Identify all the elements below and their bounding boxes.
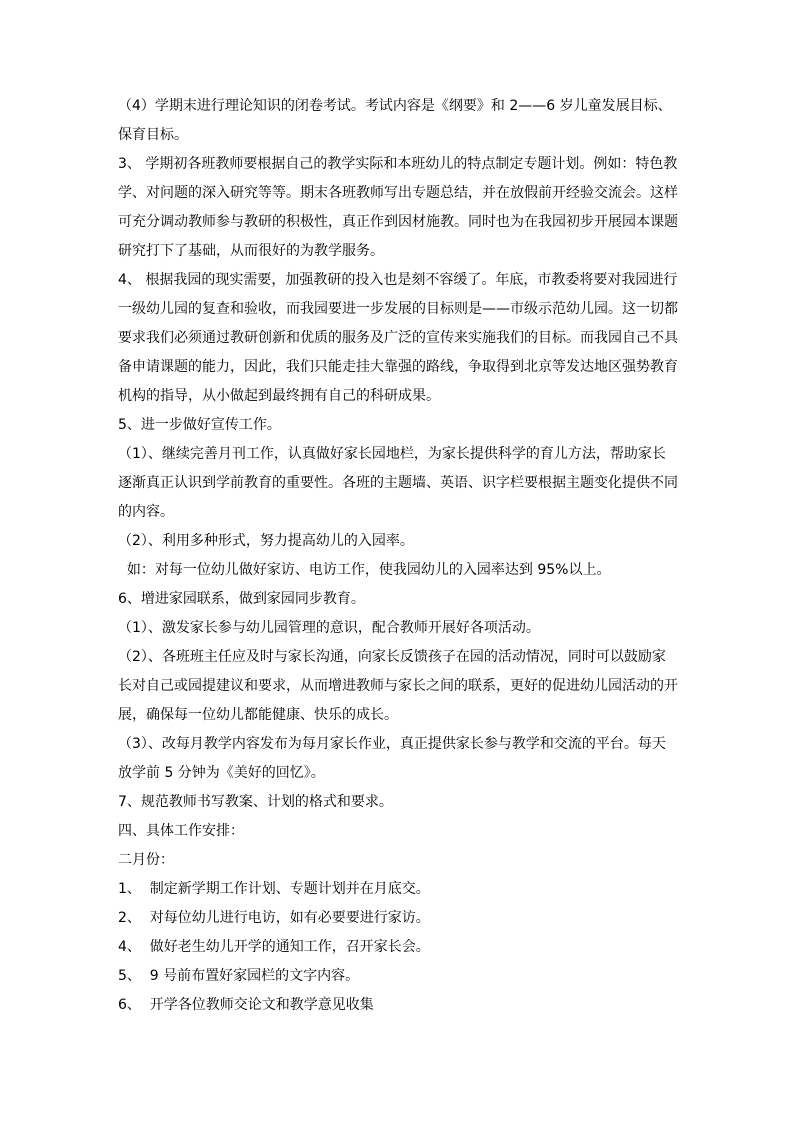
paragraph-topic-plan: 3、 学期初各班教师要根据自己的教学实际和本班幼儿的特点制定专题计划。例如：特色教学、对问题的深入研究等等。期末各班教师写出专题总结，并在放假前开经验交流会。这样可充分调动教师参与教研的积极性，真正作到因材施教。同时也为在我园初步开展园本课题研究打下了基础，从而很好的为教学服务。 [118, 156, 678, 259]
paragraph-home-visit: 如：对每一位幼儿做好家访、电访工作，使我园幼儿的入园率达到 95%以上。 [118, 562, 611, 578]
paragraph-research: 4、 根据我园的现实需要，加强教研的投入也是刻不容缓了。年底，市教委将要对我园进行一级幼儿园的复查和验收，而我园要进一步发展的目标则是——市级示范幼儿园。这一切都要求我们必须通过教研创新和优质的服务及广泛的宣传来实施我们的目标。而我园自己不具备申请课题的能力，因此，我们只能走挂大靠强的路线，争取得到北京等发达地区强势教育机构的指导，从小做起到最终拥有自己的科研成果。 [118, 272, 678, 404]
heading-schedule: 四、具体工作安排： [118, 823, 244, 839]
heading-february: 二月份： [118, 852, 174, 868]
paragraph-enrollment: （2）、利用多种形式，努力提高幼儿的入园率。 [118, 533, 414, 549]
list-item: 5、 9 号前布置好家园栏的文字内容。 [118, 968, 360, 984]
paragraph-homework: （3）、改每月教学内容发布为每月家长作业，真正提供家长参与教学和交流的平台。每天放学前 5 分钟为《美好的回忆》。 [118, 736, 666, 781]
list-item: 4、 做好老生幼儿开学的通知工作，召开家长会。 [118, 939, 430, 955]
heading-home-school: 6、增进家园联系，做到家园同步教育。 [118, 591, 365, 607]
paragraph-parent-participation: （1）、激发家长参与幼儿园管理的意识，配合教师开展好各项活动。 [118, 620, 540, 636]
paragraph-teacher-communication: （2）、各班班主任应及时与家长沟通，向家长反馈孩子在园的活动情况，同时可以鼓励家长对自己或园提建议和要求，从而增进教师与家长之间的联系，更好的促进幼儿园活动的开展，确保每一位幼儿都能健康、快乐的成长。 [118, 649, 678, 723]
list-item: 6、 开学各位教师交论文和教学意见收集 [118, 997, 374, 1013]
paragraph-exam: （4）学期末进行理论知识的闭卷考试。考试内容是《纲要》和 2——6 岁儿童发展目标、保育目标。 [118, 98, 672, 143]
paragraph-monthly: （1）、继续完善月刊工作，认真做好家长园地栏，为家长提供科学的育儿方法，帮助家长逐渐真正认识到学前教育的重要性。各班的主题墙、英语、识字栏要根据主题变化提供不同的内容。 [118, 446, 678, 520]
heading-publicity: 5、进一步做好宣传工作。 [118, 417, 281, 433]
document-page [118, 92, 678, 1020]
list-item: 1、 制定新学期工作计划、专题计划并在月底交。 [118, 881, 430, 897]
list-item: 2、 对每位幼儿进行电访，如有必要要进行家访。 [118, 910, 430, 926]
heading-lesson-plans: 7、规范教师书写教案、计划的格式和要求。 [118, 794, 393, 810]
